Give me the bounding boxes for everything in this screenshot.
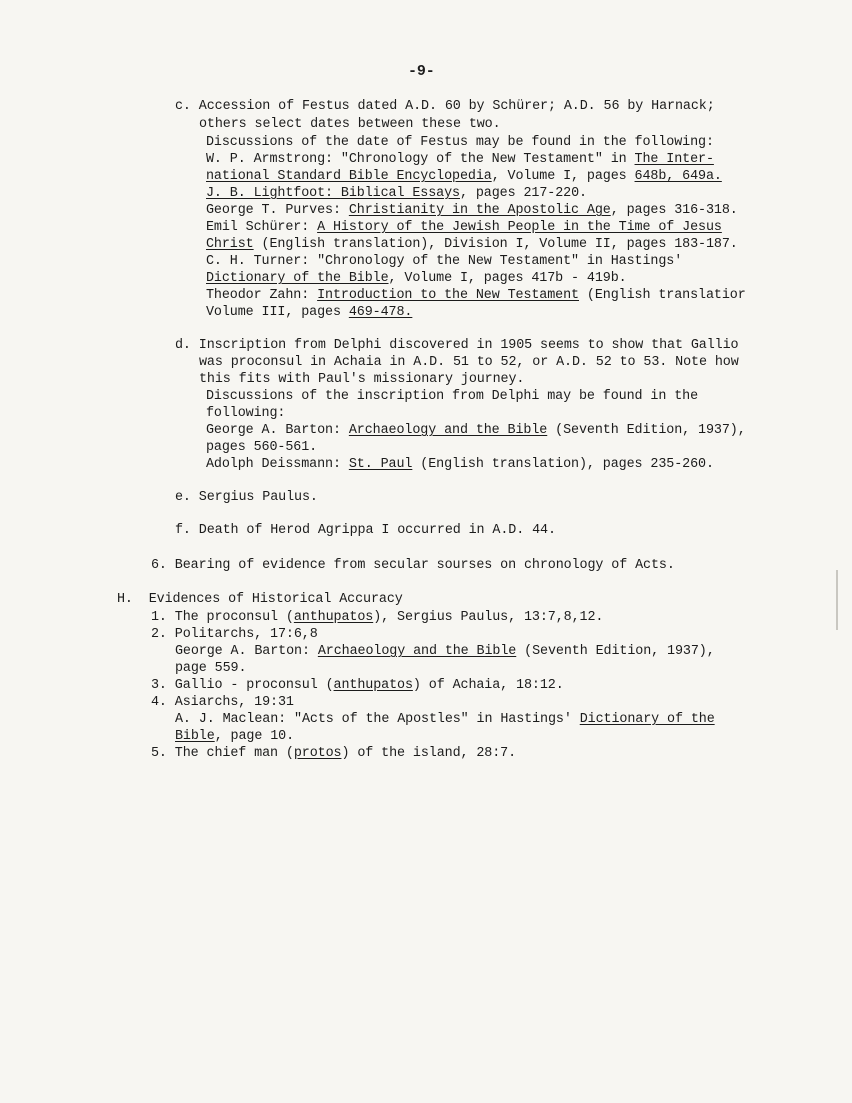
- citation-armstrong-cont: national Standard Bible Encyclopedia, Volume I, pages 648b, 649a.: [206, 169, 722, 184]
- item-d-line: Discussions of the inscription from Delphi may be found in the: [206, 389, 699, 404]
- h-item-4: 4. Asiarchs, 19:31: [151, 695, 294, 710]
- h-item-2-citation: George A. Barton: Archaeology and the Bible (Seventh Edition, 1937),: [175, 644, 715, 659]
- h-item-3: 3. Gallio - proconsul (anthupatos) of Achaia, 18:12.: [151, 678, 564, 693]
- citation-deissmann: Adolph Deissmann: St. Paul (English translation), pages 235-260.: [206, 457, 714, 472]
- h-item-2: 2. Politarchs, 17:6,8: [151, 627, 318, 642]
- h-item-4-citation: A. J. Maclean: "Acts of the Apostles" in Hastings' Dictionary of the: [175, 712, 715, 727]
- citation-armstrong: W. P. Armstrong: "Chronology of the New Testament" in The Inter-: [206, 152, 714, 167]
- item-c-line: c. Accession of Festus dated A.D. 60 by Schürer; A.D. 56 by Harnack;: [175, 99, 715, 114]
- item-c-line: Discussions of the date of Festus may be found in the following:: [206, 135, 714, 150]
- citation-zahn: Theodor Zahn: Introduction to the New Testament (English translatior: [206, 288, 746, 303]
- greek-term: anthupatos: [293, 610, 374, 625]
- book-title: Dictionary of the: [579, 712, 715, 727]
- book-title: Dictionary of the Bible: [206, 271, 389, 286]
- item-d-line: d. Inscription from Delphi discovered in 1905 seems to show that Gallio: [175, 338, 739, 353]
- citation-turner: C. H. Turner: "Chronology of the New Testament" in Hastings': [206, 254, 683, 269]
- page-number: -9-: [408, 63, 435, 80]
- book-title: St. Paul: [348, 457, 413, 472]
- item-d-line: following:: [206, 406, 286, 421]
- greek-term: anthupatos: [333, 678, 413, 693]
- item-c-line: others select dates between these two.: [199, 117, 501, 132]
- book-title: Christianity in the Apostolic Age: [348, 203, 611, 218]
- h-item-2-citation-cont: page 559.: [175, 661, 247, 676]
- citation-barton-cont: pages 560-561.: [206, 440, 318, 455]
- item-6: 6. Bearing of evidence from secular sourses on chronology of Acts.: [151, 558, 675, 573]
- citation-barton: George A. Barton: Archaeology and the Bible (Seventh Edition, 1937),: [206, 423, 746, 438]
- page-range: 648b, 649a.: [634, 169, 722, 184]
- book-title: Introduction to the New Testament: [317, 288, 579, 303]
- book-title: The Inter-: [634, 152, 714, 167]
- paper-edge-mark: [836, 570, 838, 630]
- h-item-5: 5. The chief man (protos) of the island, 28:7.: [151, 746, 517, 761]
- book-title: Christ: [206, 237, 254, 252]
- citation-purves: George T. Purves: Christianity in the Apostolic Age, pages 316-318.: [206, 203, 738, 218]
- item-f: f. Death of Herod Agrippa I occurred in A.D. 44.: [175, 523, 556, 538]
- citation-schurer-cont: Christ (English translation), Division I, Volume II, pages 183-187.: [206, 237, 738, 252]
- section-h-heading: H. Evidences of Historical Accuracy: [117, 592, 403, 607]
- greek-term: protos: [293, 746, 342, 761]
- h-item-1: 1. The proconsul (anthupatos), Sergius Paulus, 13:7,8,12.: [151, 610, 604, 625]
- item-e: e. Sergius Paulus.: [175, 490, 318, 505]
- citation-turner-cont: Dictionary of the Bible, Volume I, pages 417b - 419b.: [206, 271, 627, 286]
- book-title: Archaeology and the Bible: [348, 423, 548, 438]
- book-title: Archaeology and the Bible: [317, 644, 517, 659]
- item-d-line: was proconsul in Achaia in A.D. 51 to 52, or A.D. 52 to 53. Note how: [199, 355, 739, 370]
- page-range: 469-478.: [348, 305, 413, 320]
- book-title: A History of the Jewish People in the Time of Jesus: [317, 220, 722, 235]
- citation-zahn-cont: Volume III, pages 469-478.: [206, 305, 413, 320]
- book-title: Biblical Essays: [340, 186, 460, 201]
- item-d-line: this fits with Paul's missionary journey.: [199, 372, 525, 387]
- citation-schurer: Emil Schürer: A History of the Jewish People in the Time of Jesus: [206, 220, 722, 235]
- book-title: Bible: [175, 729, 215, 744]
- citation-lightfoot: J. B. Lightfoot: Biblical Essays, pages 217-220.: [206, 186, 587, 201]
- h-item-4-citation-cont: Bible, page 10.: [175, 729, 295, 744]
- book-title: national Standard Bible Encyclopedia: [206, 169, 492, 184]
